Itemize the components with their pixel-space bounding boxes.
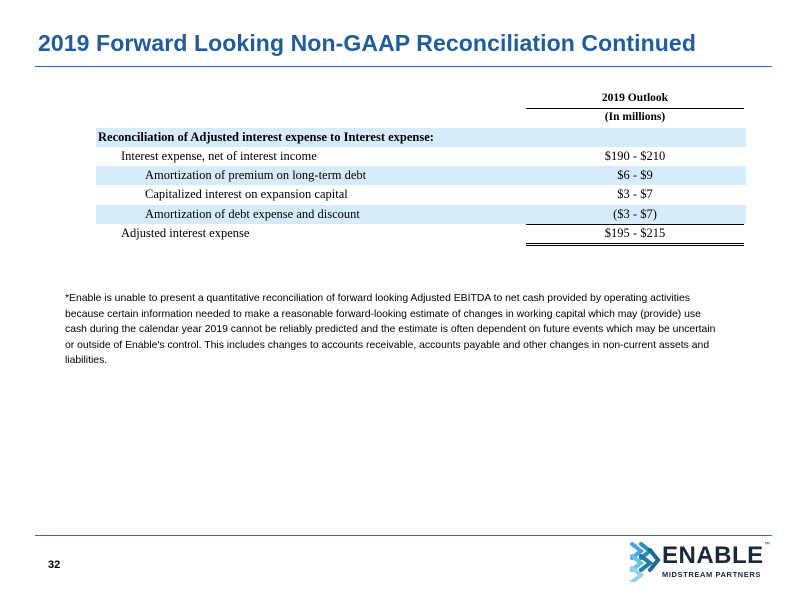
- table-row-value: $3 - $7: [617, 187, 653, 202]
- table-row-label: Interest expense, net of interest income: [121, 148, 317, 163]
- logo-wordmark: ENABLE: [662, 542, 764, 569]
- table-header-units-row: [96, 108, 746, 127]
- title-divider: [35, 66, 772, 67]
- table-row-value: ($3 - $7): [526, 205, 744, 225]
- table-row: [96, 205, 746, 224]
- table-row: [96, 147, 746, 166]
- logo-chevrons-icon: [628, 540, 662, 582]
- footnote: *Enable is unable to present a quantitative reconciliation of forward looking Adjusted EBITDA to net cash provided by operating activities because certain information needed to make a reasonable forward-looking estimate of changes in working capital which may (provide) use cash during the calendar year 2019 cannot be reliably predicted and the estimate is often dependent on future events which may be uncertain or outside of Enable's control. This includes changes to accounts receivable, accounts payable and other changes in non-current assets and liabilities.: [65, 293, 716, 367]
- table-total-row: [96, 224, 746, 243]
- table-total-value: $195 - $215: [526, 224, 744, 246]
- page-number: 32: [48, 559, 61, 571]
- table-total-label: Adjusted interest expense: [121, 226, 250, 241]
- table-row-value: $190 - $210: [604, 148, 666, 163]
- logo-tagline: MIDSTREAM PARTNERS: [662, 570, 761, 579]
- table-section-heading: Reconciliation of Adjusted interest expense to Interest expense:: [98, 129, 434, 144]
- table-row-label: Capitalized interest on expansion capital: [145, 187, 348, 202]
- table-section-heading-row: [96, 128, 746, 147]
- table-row: [96, 185, 746, 204]
- slide-title: 2019 Forward Looking Non-GAAP Reconciliation Continued: [38, 30, 696, 56]
- table-row: [96, 166, 746, 185]
- footer-divider: [35, 535, 772, 536]
- table-header-period: 2019 Outlook: [526, 89, 744, 109]
- table-row-label: Amortization of debt expense and discount: [145, 206, 360, 221]
- enable-logo: [628, 540, 778, 582]
- table-row-label: Amortization of premium on long-term debt: [145, 168, 367, 183]
- table-row-value: $6 - $9: [617, 168, 653, 183]
- reconciliation-table: [96, 89, 746, 243]
- table-header-period-row: [96, 89, 746, 108]
- logo-trademark: ™: [764, 542, 770, 548]
- table-header-units: (In millions): [604, 111, 666, 124]
